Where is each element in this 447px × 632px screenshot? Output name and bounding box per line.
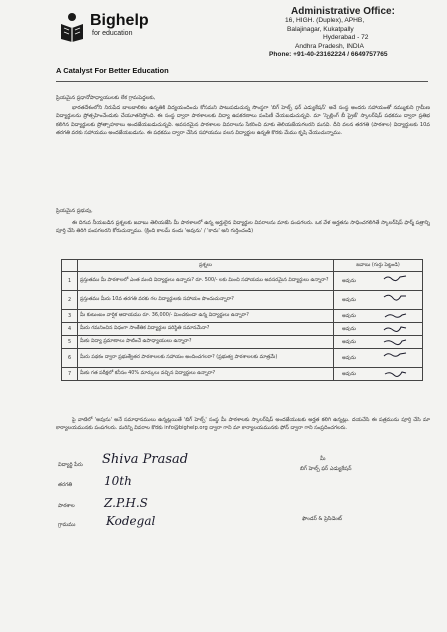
answer-cell — [334, 349, 423, 368]
handwritten-tick-icon — [382, 311, 408, 320]
row-question: మీకు విద్యా ప్రమాణాలు పాటించే ఉపాధ్యాయులు ఉన్నారా? — [78, 336, 334, 349]
answer-yes: అవును — [342, 296, 356, 303]
bighelp-logo — [58, 10, 176, 50]
handwritten-tick-icon — [382, 273, 408, 282]
table-header-num — [62, 260, 78, 272]
school-value: Z.P.H.S — [104, 496, 148, 510]
row-question: మీ కుటుంబం వార్షిక ఆదాయము రూ. 36,000/- మించకుండా ఉన్న విద్యార్థులు ఉన్నారా? — [78, 310, 334, 323]
founder-title: ఫౌండర్ & ప్రెసిడెంట్ — [302, 516, 342, 522]
table-row — [62, 310, 423, 323]
answer-cell — [334, 310, 423, 323]
answer-cell — [334, 336, 423, 349]
student-name-value: Shiva Prasad — [102, 452, 189, 467]
school-label: పాఠశాల — [58, 503, 75, 509]
answer-yes: అవును — [342, 312, 356, 319]
table-header-question: ప్రశ్నలు — [78, 260, 334, 272]
closing-paragraph: పై వాటిలో 'అవును' అనే సమాధానములు ఉన్నట్లయితే 'బిగ్ హెల్ప్' సంస్థ మీ పాఠశాలకు స్కాలర్‌షిప్ అందజేయుటకు అర్హత కలిగి ఉన్నట్లు. దయచేసి ఈ పత్రమును పూర్తి చేసి మా కార్యాలయమునకు పంపగలరు. మరిన్ని వివరాల కొరకు info@bighelp.org ద్వారా గాని మా కార్యాలయమునకు ఫోన్ ద్వారా గాని సంప్రదించగలరు. — [56, 417, 430, 432]
handwritten-tick-icon — [382, 324, 408, 333]
brand-subtitle: for education — [92, 30, 133, 37]
row-question: మీరు పథకం ద్వారా ప్రభుత్వేతర పాఠశాలలకు సహాయం అందించగలరా? (ప్రభుత్వ పాఠశాలలకు మాత్రమే) — [78, 349, 334, 368]
answer-yes: అవును — [342, 370, 356, 377]
answer-yes: అవును — [342, 338, 356, 345]
book-logo-icon — [58, 12, 86, 42]
table-header-answer: జవాబు (గుర్తు పెట్టండి) — [334, 260, 423, 272]
row-number: 1 — [62, 272, 78, 291]
handwritten-tick-icon — [382, 292, 408, 301]
intro-paragraph: భారతదేశంలోని నిరుపేద బాలబాలికల ఉన్నతికి విద్యయందించు కోసమని పాటుపడుచున్న సొంస్థగా 'బిగ్ హెల్ప్ ఫర్ ఎడ్యుకేషన్' అనే సంస్థ అందరు సహాయంతో నమ్ముకుని గ్రామీణ విద్యార్థులను ప్రోత్సహించేందుకు చేయూతనిస్తోంది. ఈ సంస్థ ద్వారా పాఠశాలలకు విద్యా ఉపకరణాలు పంపిణీ చేయబడుచున్నవి. మా 'స్పెల్లింగ్ బీ ప్రైజ్' స్కాలర్‌షిప్ పథకము ద్వారా ప్రతిభ కలిగిన విద్యార్థులకు ప్రోత్సాహకాలు అందజేయబడుచున్నవి. అవసరమైన పాఠశాలల వివరాలను సేకరించి మాకు తెలియజేయగలరని మనవి. దీని వలన తరగతి (పాఠశాల) విద్యార్థులకు 10వ తరగతి వరకు సహాయము అందజేయబడును. ఈ పథకము ద్వారా చేసిన సహాయము వలన విద్యార్థుల ఉన్నతి కొరకు మేము కృషి చేయుచున్నాము. — [56, 105, 430, 137]
answer-yes: అవును — [342, 325, 356, 332]
table-row — [62, 291, 423, 310]
class-value: 10th — [104, 474, 132, 488]
row-number: 7 — [62, 368, 78, 381]
row-number: 2 — [62, 291, 78, 310]
row-number: 5 — [62, 336, 78, 349]
office-line: Balajinagar, Kukatpally — [287, 25, 354, 33]
row-number: 3 — [62, 310, 78, 323]
table-header-row — [62, 260, 423, 272]
row-question: మీరు గమనించిన విధంగా సాంకేతిక విద్యార్థుల పరిస్థితి సమానమేనా? — [78, 323, 334, 336]
village-label: గ్రామము — [58, 522, 76, 528]
office-line: 16, HIGH. (Duplex), APHB, — [285, 17, 365, 24]
office-line: Andhra Pradesh, INDIA — [295, 42, 364, 50]
organization-signature: బిగ్ హెల్ప్ ఫర్ ఎడ్యుకేషన్ — [300, 466, 352, 472]
answer-cell — [334, 323, 423, 336]
answer-yes: అవును — [342, 277, 356, 284]
office-line: Hyderabad - 72 — [323, 34, 369, 42]
tagline: A Catalyst For Better Education — [56, 66, 169, 75]
row-number: 6 — [62, 349, 78, 368]
table-row — [62, 349, 423, 368]
answer-yes: అవును — [342, 354, 356, 361]
instructions-paragraph: ఈ దిగువ నీయబడిన ప్రశ్నలకు జవాబు తెలియజేసి మీ పాఠశాలలో ఉన్న అర్హులైన విద్యార్థుల వివరాలను మాకు పంపగలరు. ఒక వేళ అర్హతను సాధించగలిగితే స్కాలర్‌షిప్ ఫార్మ్ పత్రాన్ని పూర్తి చేసి తిరిగి పంపగలరని కోరుచున్నాము. (క్రింది కాలమ్ నందు 'అవును' / 'కాదు' అని గుర్తించండి) — [56, 220, 430, 235]
answer-cell — [334, 291, 423, 310]
class-label: తరగతి — [58, 482, 73, 488]
table-row — [62, 368, 423, 381]
office-phone: Phone: +91-40-23162224 / 6649757765 — [269, 51, 388, 59]
office-address — [267, 6, 437, 60]
row-question: మీకు గత పరీక్షలో కనీసం 40% మార్కులు వచ్చిన విద్యార్థులు ఉన్నారా? — [78, 368, 334, 381]
row-question: ప్రస్తుతము మీరు 10వ తరగతి వరకు గల విద్యార్థులకు సహాయం పొందుచున్నారా? — [78, 291, 334, 310]
village-value: Kodegal — [106, 514, 156, 528]
table-row — [62, 323, 423, 336]
brand-name: Bighelp — [90, 12, 149, 29]
answer-cell — [334, 272, 423, 291]
salutation: ప్రియమైన ప్రధానోపాధ్యాయులకు లేక గ్రామపెద్దలకు, — [56, 95, 156, 101]
survey-table — [61, 259, 423, 381]
table-row — [62, 336, 423, 349]
row-question: ప్రస్తుతము మీ పాఠశాలలో ఎంత మంది విద్యార్థులు ఉన్నారు? రూ. 500/- లకు మించి సహాయము అవసరమైన విద్యార్థులు ఉన్నారా? — [78, 272, 334, 291]
answer-cell — [334, 368, 423, 381]
table-row — [62, 272, 423, 291]
student-name-label: విద్యార్థి పేరు — [58, 462, 83, 468]
office-title: Administrative Office: — [291, 6, 395, 17]
handwritten-tick-icon — [382, 350, 408, 359]
header-divider — [56, 81, 428, 82]
handwritten-tick-icon — [382, 369, 408, 378]
handwritten-tick-icon — [382, 337, 408, 346]
greeting-line: ప్రియమైన ప్రభువు, — [56, 208, 93, 214]
closing-yours: మీ — [320, 456, 326, 462]
row-number: 4 — [62, 323, 78, 336]
